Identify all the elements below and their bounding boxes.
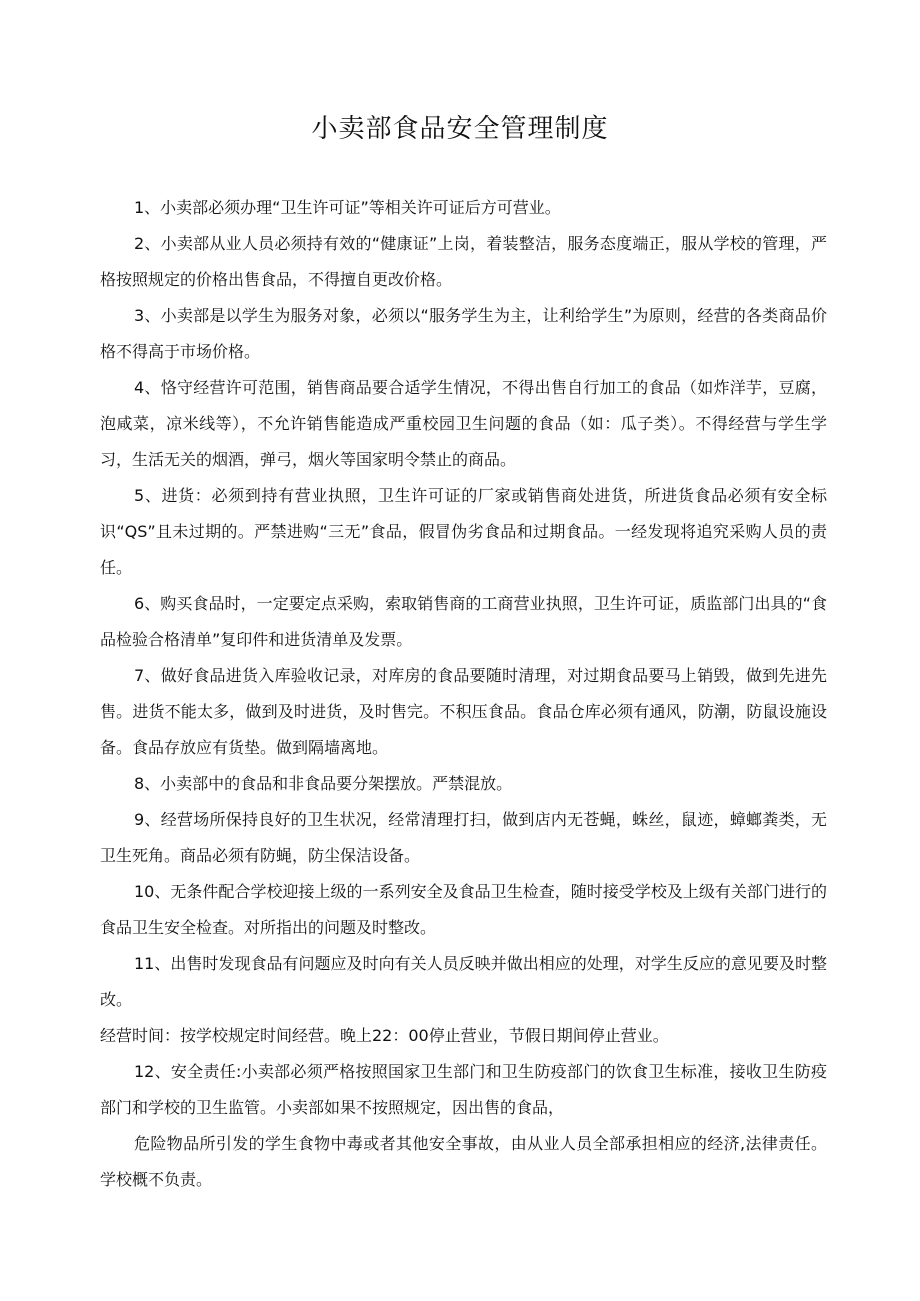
paragraph-1: 1、小卖部必须办理“卫生许可证”等相关许可证后方可营业。: [134, 198, 561, 217]
paragraph-6: 6、购买食品时，一定要定点采购，索取销售商的工商营业执照，卫生许可证，质监部门出具的“食品检验合格清单”复印件和进货清单及发票。: [100, 594, 827, 649]
paragraph-2: 2、小卖部从业人员必须持有效的“健康证”上岗，着装整洁，服务态度端正，服从学校的管理，严格按照规定的价格出售食品，不得擅自更改价格。: [100, 234, 827, 289]
paragraph-5: 5、进货：必须到持有营业执照，卫生许可证的厂家或销售商处进货，所进货食品必须有安全标识“QS”且未过期的。严禁进购“三无”食品，假冒伪劣食品和过期食品。一经发现将追究采购人员的责任。: [100, 486, 827, 577]
document-body: [100, 190, 827, 1198]
paragraph-7: 7、做好食品进货入库验收记录，对库房的食品要随时清理，对过期食品要马上销毁，做到先进先售。进货不能太多，做到及时进货，及时售完。不积压食品。食品仓库必须有通风，防潮，防鼠设施设备。食品存放应有货垫。做到隔墙离地。: [100, 666, 827, 757]
paragraph-11: 11、出售时发现食品有问题应及时向有关人员反映并做出相应的处理，对学生反应的意见要及时整改。: [100, 954, 827, 1009]
paragraph-12-continued: 危险物品所引发的学生食物中毒或者其他安全事故，由从业人员全部承担相应的经济,法律责任。学校概不负责。: [100, 1134, 827, 1189]
document-title: 小卖部食品安全管理制度: [311, 114, 609, 144]
paragraph-9: 9、经营场所保持良好的卫生状况，经常清理打扫，做到店内无苍蝇，蛛丝，鼠迹，蟑螂粪类，无卫生死角。商品必须有防蝇，防尘保洁设备。: [100, 810, 827, 865]
paragraph-10: 10、无条件配合学校迎接上级的一系列安全及食品卫生检查，随时接受学校及上级有关部门进行的食品卫生安全检查。对所指出的问题及时整改。: [100, 882, 827, 937]
paragraph-4: 4、恪守经营许可范围，销售商品要合适学生情况，不得出售自行加工的食品（如炸洋芋，豆腐，泡咸菜，凉米线等），不允许销售能造成严重校园卫生问题的食品（如：瓜子类）。不得经营与学生学习，生活无关的烟酒，弹弓，烟火等国家明令禁止的商品。: [100, 378, 827, 469]
paragraph-3: 3、小卖部是以学生为服务对象，必须以“服务学生为主，让利给学生”为原则，经营的各类商品价格不得高于市场价格。: [100, 306, 827, 361]
paragraph-12: 12、安全责任:小卖部必须严格按照国家卫生部门和卫生防疫部门的饮食卫生标准，接收卫生防疫部门和学校的卫生监管。小卖部如果不按照规定，因出售的食品，: [100, 1062, 827, 1117]
business-hours: 经营时间：按学校规定时间经营。晚上22：00停止营业，节假日期间停止营业。: [100, 1026, 669, 1045]
paragraph-8: 8、小卖部中的食品和非食品要分架摆放。严禁混放。: [134, 774, 513, 793]
